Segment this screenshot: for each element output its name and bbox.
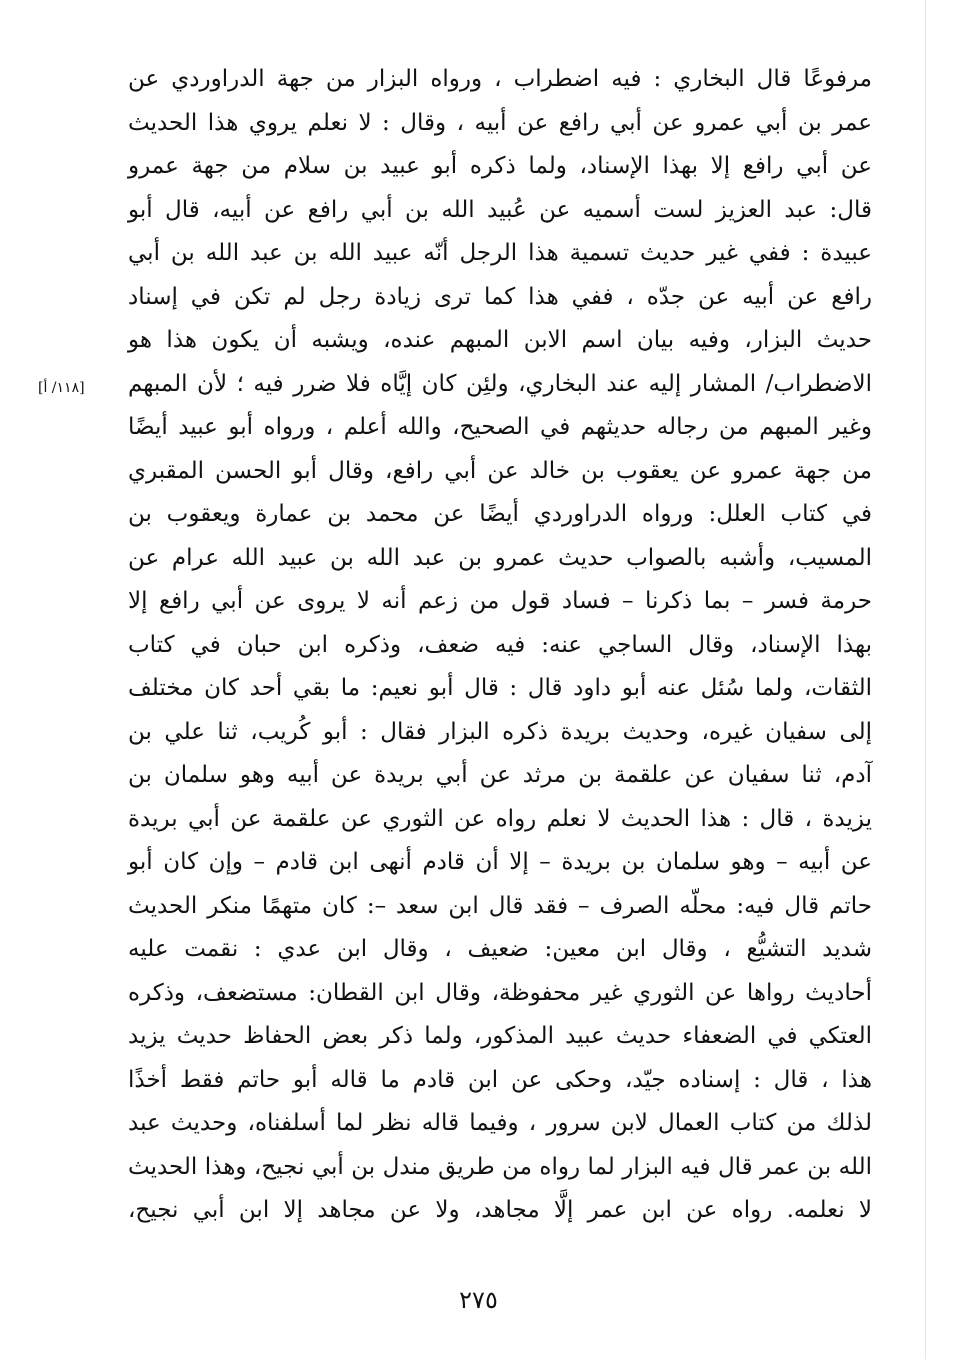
text-line: أحاديث رواها عن الثوري غير محفوظة، وقال ابن القطان: مستضعف، وذكره xyxy=(128,979,872,1006)
page-number: ٢٧٥ xyxy=(459,1286,498,1314)
text-line: الله بن عمر قال فيه البزار لما رواه من طريق مندل بن أبي نجيح، وهذا الحديث xyxy=(128,1153,872,1180)
text-line: قال: عبد العزيز لست أسميه عن عُبيد الله بن أبي رافع عن أبيه، قال أبو xyxy=(128,196,872,223)
text-line: حرمة فسر – بما ذكرنا – فساد قول من زعم أنه لا يروى عن أبي رافع إلا xyxy=(128,588,872,614)
text-line: رافع عن أبيه عن جدّه ، ففي هذا كما ترى زيادة رجل لم تكن في إسناد xyxy=(128,283,872,310)
text-line: عمر بن أبي عمرو عن أبي رافع عن أبيه ، وقال : لا نعلم يروي هذا الحديث xyxy=(128,109,872,136)
text-line: إلى سفيان غيره، وحديث بريدة ذكره البزار فقال : أبو كُريب، ثنا علي بن xyxy=(128,718,872,745)
margin-folio-note: [١١٨/ أ] xyxy=(38,380,85,396)
text-line: لذلك من كتاب العمال لابن سرور ، وفيما قاله نظر لما أسلفناه، وحديث عبد xyxy=(128,1110,872,1136)
text-line: وغير المبهم من رجاله حديثهم في الصحيح، والله أعلم ، ورواه أبو عبيد أيضًا xyxy=(128,414,872,440)
text-line: عن أبيه – وهو سلمان بن بريدة – إلا أن قادم أنهى ابن قادم – وإن كان أبو xyxy=(128,849,872,875)
text-line: الاضطراب/ المشار إليه عند البخاري، ولئِن كان إيَّاه فلا ضرر فيه ؛ لأن المبهم xyxy=(128,370,872,397)
text-line: المسيب، وأشبه بالصواب حديث عمرو بن عبد الله بن عبيد الله عرام عن xyxy=(128,544,872,571)
text-line: يزيدة ، قال : هذا الحديث لا نعلم رواه عن الثوري عن علقمة عن أبي بريدة xyxy=(128,805,872,832)
text-line: من جهة عمرو عن يعقوب بن خالد عن أبي رافع، وقال أبو الحسن المقبري xyxy=(128,457,873,484)
text-line: لا نعلمه. رواه عن ابن عمر إلَّا مجاهد، ولا عن مجاهد إلا ابن أبي نجيح، xyxy=(128,1197,872,1223)
text-line: حديث البزار، وفيه بيان اسم الابن المبهم عنده، ويشبه أن يكون هذا هو xyxy=(128,327,872,353)
text-line: آدم، ثنا سفيان عن علقمة بن مرثد عن أبي بريدة عن أبيه وهو سلمان بن xyxy=(128,762,872,788)
main-text-block xyxy=(128,58,872,1233)
text-line: الثقات، ولما سُئل عنه أبو داود قال : قال أبو نعيم: ما بقي أحد كان مختلف xyxy=(128,675,872,701)
text-line: عبيدة : ففي غير حديث تسمية هذا الرجل أنّه عبيد الله بن عبد الله بن أبي xyxy=(128,240,872,266)
page-edge-shadow xyxy=(925,0,926,1359)
text-line: بهذا الإسناد، وقال الساجي عنه: فيه ضعف، وذكره ابن حبان في كتاب xyxy=(128,631,872,658)
text-line: في كتاب العلل: ورواه الدراوردي أيضًا عن محمد بن عمارة ويعقوب بن xyxy=(128,501,872,527)
text-line: حاتم قال فيه: محلّه الصرف – فقد قال ابن سعد –: كان متهمًا منكر الحديث xyxy=(128,892,872,919)
text-line: شديد التشيُّع ، وقال ابن معين: ضعيف ، وقال ابن عدي : نقمت عليه xyxy=(128,936,872,962)
text-line: هذا ، قال : إسناده جيّد، وحكى عن ابن قادم ما قاله أبو حاتم فقط أخذًا xyxy=(128,1066,872,1093)
text-line: العتكي في الضعفاء حديث عبيد المذكور، ولما ذكر بعض الحفاظ حديث يزيد xyxy=(128,1023,872,1049)
text-line: مرفوعًا قال البخاري : فيه اضطراب ، ورواه البزار من جهة الدراوردي عن xyxy=(128,66,872,92)
text-line: عن أبي رافع إلا بهذا الإسناد، ولما ذكره أبو عبيد بن سلام من جهة عمرو xyxy=(128,153,872,179)
